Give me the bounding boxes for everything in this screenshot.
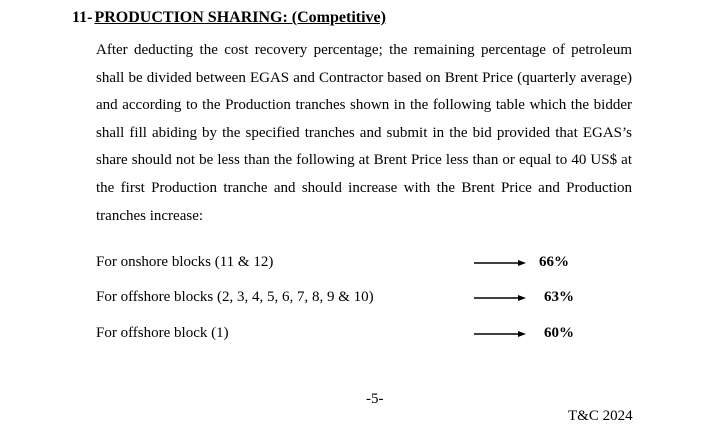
share-value: 63%: [544, 289, 574, 305]
share-value: 60%: [544, 325, 574, 341]
arrow-right-icon: [474, 331, 526, 337]
section-heading: [72, 8, 386, 28]
share-row-offshore-single: [96, 322, 636, 344]
share-label: For offshore block (1): [96, 325, 229, 341]
page-number: -5-: [366, 391, 384, 407]
share-label: For onshore blocks (11 & 12): [96, 254, 274, 270]
share-row-onshore: [96, 251, 636, 273]
share-label: For offshore blocks (2, 3, 4, 5, 6, 7, 8, 9 & 10): [96, 289, 374, 305]
footer-label: T&C 2024: [568, 408, 633, 424]
arrow-right-icon: [474, 260, 526, 266]
section-number: 11-: [72, 9, 93, 26]
share-value: 66%: [539, 254, 569, 270]
body-paragraph: After deducting the cost recovery percentage; the remaining percentage of petroleum shall be divided between EGAS and Contractor based on Brent Price (quarterly average) and according to the Production tranches shown in the following table which the bidder shall fill abiding by the specified tranches and submit in the bid provided that EGAS’s share should not be less than the following at Brent Price less than or equal to 40 US$ at the first Production tranche and should increase with the Brent Price and Production tranches increase:: [96, 42, 632, 224]
section-title: PRODUCTION SHARING: (Competitive): [94, 9, 386, 26]
share-row-offshore-multi: [96, 286, 636, 308]
arrow-right-icon: [474, 295, 526, 301]
